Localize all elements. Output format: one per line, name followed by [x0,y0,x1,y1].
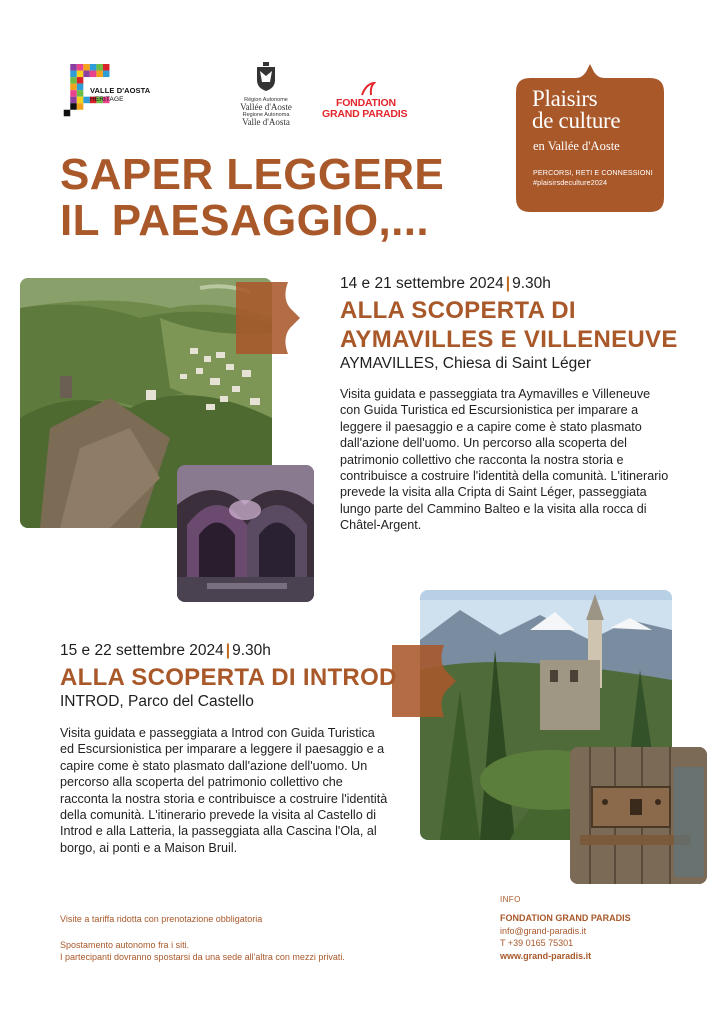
booking-note: Visite a tariffa ridotta con prenotazione obbligatoria [60,914,263,924]
badge-shape [516,62,664,212]
badge-title-line1: Plaisirs [532,86,598,111]
event2-place: INTROD, Parco del Castello [60,693,254,710]
page-headline [60,152,480,244]
event2-date-line [60,642,400,660]
badge-subtitle: en Vallée d'Aoste [533,139,620,153]
fondation-grand-paradis-logo [322,82,422,126]
fondation-logo-line2: GRAND PARADIS [322,108,408,120]
valle-daosta-heritage-logo [62,64,162,128]
headline-line1: SAPER LEGGERE [60,150,445,199]
fondation-mountain-icon [360,82,382,96]
region-logo-line4: Valle d'Aosta [242,117,290,127]
event1-date-line [340,275,680,293]
event2-date: 15 e 22 settembre 2024 [60,642,224,659]
region-logo-line2: Vallée d'Aoste [240,102,292,112]
travel-note-line1: Spostamento autonomo fra i siti. [60,940,190,950]
event1-title [340,296,680,354]
date-separator: | [505,275,511,292]
contact-phone: T +39 0165 75301 [500,938,574,948]
event1-time: 9.30h [512,275,551,292]
crypt-photo-saint-leger [177,465,314,602]
date-separator: | [225,642,231,659]
badge-title-line2: de culture [532,108,621,133]
event1-title-line1: ALLA SCOPERTA DI [340,297,576,324]
contact-website[interactable]: www.grand-paradis.it [500,950,592,961]
contact-info [500,895,700,962]
event1-chevron-shape [236,282,300,354]
event2-description: Visita guidata e passeggiata a Introd con Guida Turistica ed Escursionistica per imparare a leggere il paesaggio e a capire come è stato plasmato dall'azione dell'uomo. Un percorso alla scoperta del patrimonio collettivo che racconta la nostra storia e contribuisce a costruire l'identità della comunità. L'itinerario prevede la visita al Castello di Introd e alla Latteria, la passeggiata alla Cascina l'Ola, al borgo, ai ponti e a Maison Bruil. [60,726,388,855]
headline-line2: IL PAESAGGIO,... [60,196,430,245]
badge-tagline: PERCORSI, RETI E CONNESSIONI [533,168,653,177]
region-logo-line1: Région Autonome [244,97,288,103]
regional-crest-icon [255,62,277,92]
regione-valle-daosta-logo [236,62,296,130]
event1-block [340,275,680,534]
badge-hashtag: #plaisirsdeculture2024 [533,178,608,187]
travel-note-line2: I partecipanti dovranno spostarsi da una sede all'altra con mezzi privati. [60,951,345,962]
door-lock-photo [570,747,707,884]
travel-note [60,940,460,963]
plaisirs-de-culture-badge [516,62,664,212]
fondation-logo-line1: FONDATION [336,97,396,109]
region-logo-line3: Regione Autonoma [242,112,290,118]
event1-description: Visita guidata e passeggiata tra Aymavilles e Villeneuve con Guida Turistica ed Escursionistica per imparare a leggere il paesaggio e a capire come è stato plasmato dall'azione dell'uomo. Un percorso alla scoperta del patrimonio collettivo che racconta la nostra storia e contribuisce a costruire l'identità della comunità. L'itinerario prevede la visita alla Cripta di Saint Léger, passeggiata lungo parte del Cammino Balteo e la visita alla rocca di Châtel-Argent. [340,387,669,533]
event2-time: 9.30h [232,642,271,659]
info-label: INFO [500,895,521,904]
heritage-logo-line2: HERITAGE [90,96,124,103]
contact-org: FONDATION GRAND PARADIS [500,913,631,923]
event2-block [60,642,400,856]
event2-title: ALLA SCOPERTA DI INTROD [60,664,397,691]
heritage-logo-line1: VALLE D'AOSTA [90,86,151,95]
event2-chevron-shape [392,645,456,717]
event1-place: AYMAVILLES, Chiesa di Saint Léger [340,355,592,372]
event1-title-line2: AYMAVILLES E VILLENEUVE [340,326,678,353]
contact-email[interactable]: info@grand-paradis.it [500,925,587,936]
event1-date: 14 e 21 settembre 2024 [340,275,504,292]
